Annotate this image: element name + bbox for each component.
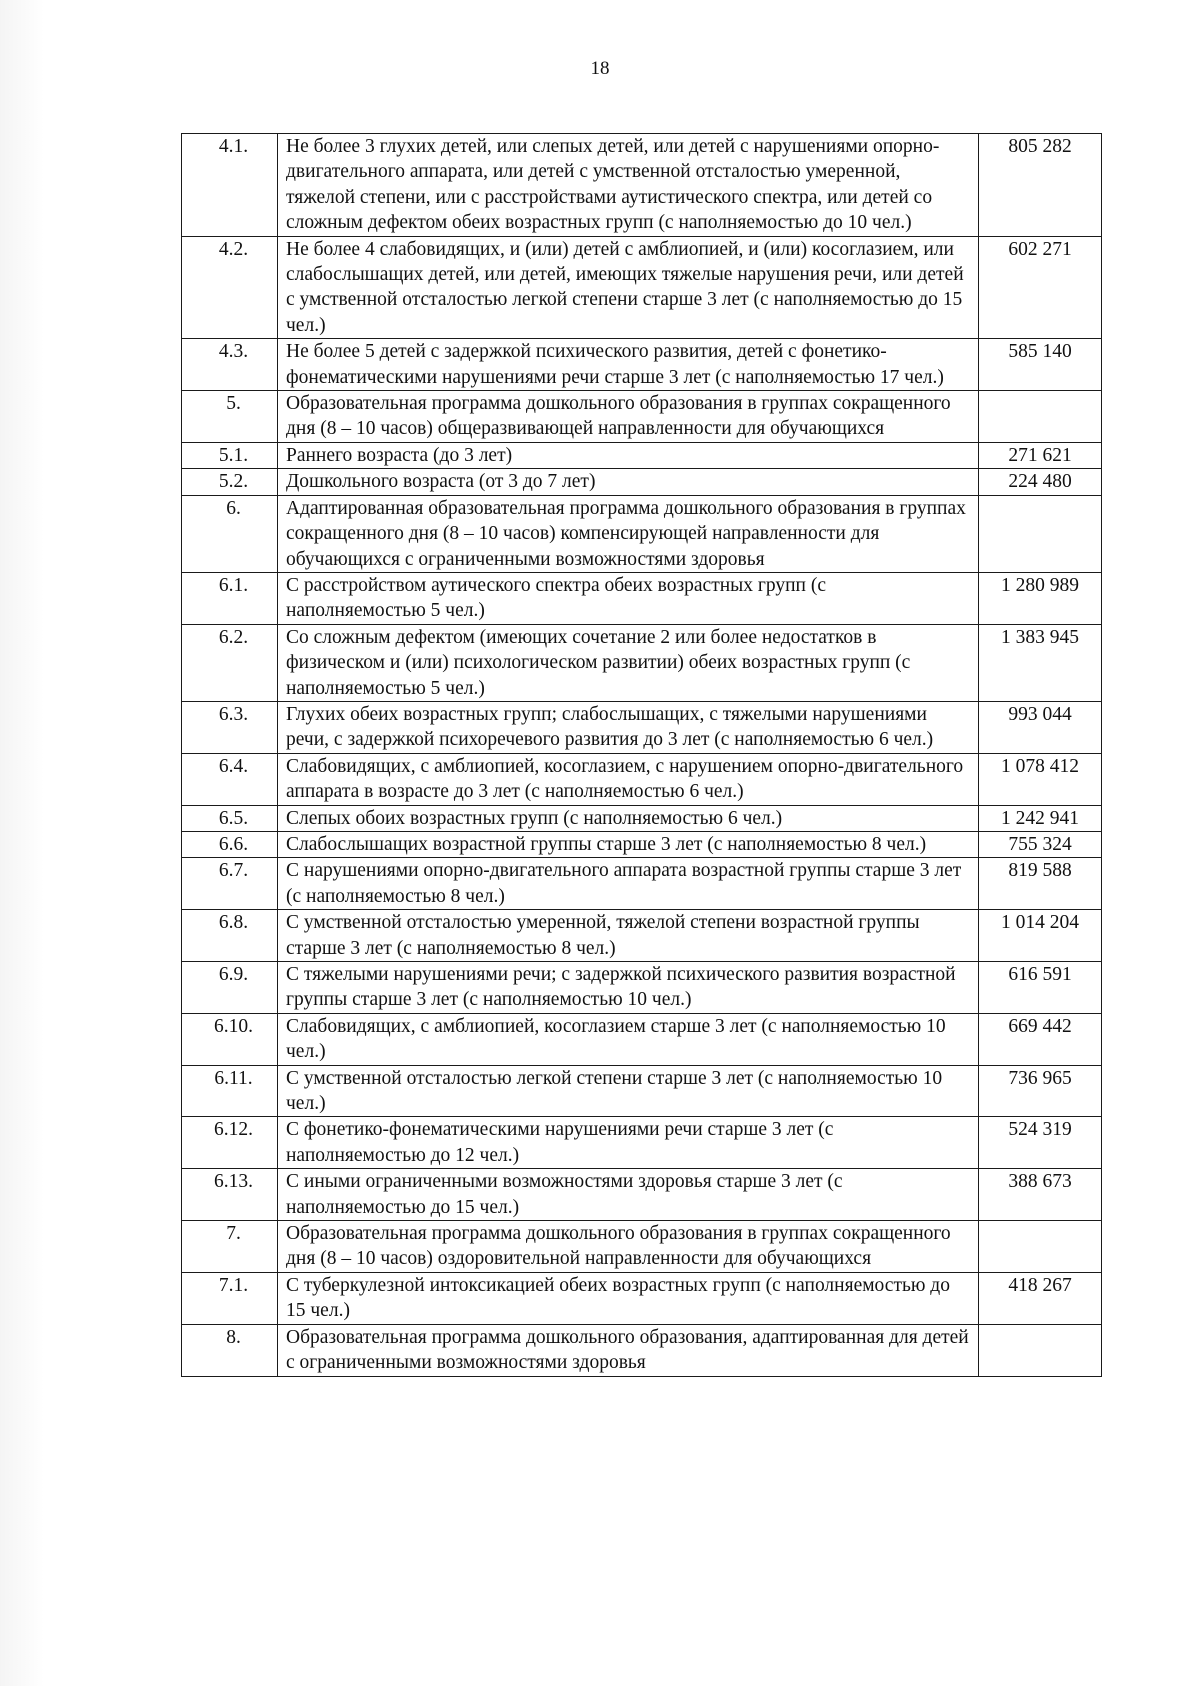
row-number: 6.11. bbox=[182, 1065, 278, 1117]
table-row bbox=[182, 1272, 1102, 1324]
row-description: С тяжелыми нарушениями речи; с задержкой психического развития возрастной группы старше 3 лет (с наполняемостью 10 чел.) bbox=[278, 962, 979, 1014]
row-value: 1 242 941 bbox=[979, 805, 1102, 831]
table-row bbox=[182, 624, 1102, 701]
row-number: 6.8. bbox=[182, 910, 278, 962]
row-number: 4.3. bbox=[182, 339, 278, 391]
row-value: 388 673 bbox=[979, 1169, 1102, 1221]
table-row bbox=[182, 572, 1102, 624]
row-number: 7. bbox=[182, 1221, 278, 1273]
row-number: 6.13. bbox=[182, 1169, 278, 1221]
row-description: С фонетико-фонематическими нарушениями речи старше 3 лет (с наполняемостью до 12 чел.) bbox=[278, 1117, 979, 1169]
table-row bbox=[182, 1013, 1102, 1065]
row-description: Раннего возраста (до 3 лет) bbox=[278, 442, 979, 468]
table-row bbox=[182, 442, 1102, 468]
row-number: 6.12. bbox=[182, 1117, 278, 1169]
row-description: Со сложным дефектом (имеющих сочетание 2 или более недостатков в физическом и (или) психологическом развитии) обеих возрастных групп (с наполняемостью 5 чел.) bbox=[278, 624, 979, 701]
table-row bbox=[182, 962, 1102, 1014]
table-row bbox=[182, 858, 1102, 910]
row-number: 6.10. bbox=[182, 1013, 278, 1065]
row-description: С умственной отсталостью умеренной, тяжелой степени возрастной группы старше 3 лет (с наполняемостью 8 чел.) bbox=[278, 910, 979, 962]
row-value bbox=[979, 1324, 1102, 1376]
row-number: 7.1. bbox=[182, 1272, 278, 1324]
table-row bbox=[182, 495, 1102, 572]
row-value: 819 588 bbox=[979, 858, 1102, 910]
row-number: 5. bbox=[182, 391, 278, 443]
row-description: Образовательная программа дошкольного образования в группах сокращенного дня (8 – 10 часов) оздоровительной направленности для обучающихся bbox=[278, 1221, 979, 1273]
row-description: Дошкольного возраста (от 3 до 7 лет) bbox=[278, 469, 979, 495]
row-number: 6.2. bbox=[182, 624, 278, 701]
page-number: 18 bbox=[590, 58, 610, 79]
table-row bbox=[182, 831, 1102, 857]
table-row bbox=[182, 910, 1102, 962]
row-value: 1 383 945 bbox=[979, 624, 1102, 701]
row-number: 6. bbox=[182, 495, 278, 572]
row-number: 4.2. bbox=[182, 236, 278, 339]
row-description: Слабовидящих, с амблиопией, косоглазием, с нарушением опорно-двигательного аппарата в возрасте до 3 лет (с наполняемостью 6 чел.) bbox=[278, 753, 979, 805]
row-description: С умственной отсталостью легкой степени старше 3 лет (с наполняемостью 10 чел.) bbox=[278, 1065, 979, 1117]
row-description: Не более 3 глухих детей, или слепых детей, или детей с нарушениями опорно-двигательного аппарата, или детей с умственной отсталостью умеренной, тяжелой степени, или с расстройствами аутистического спектра, или детей со сложным дефектом обеих возрастных групп (с наполняемостью до 10 чел.) bbox=[278, 134, 979, 237]
row-number: 4.1. bbox=[182, 134, 278, 237]
row-description: Образовательная программа дошкольного образования, адаптированная для детей с ограниченными возможностями здоровья bbox=[278, 1324, 979, 1376]
row-value: 993 044 bbox=[979, 701, 1102, 753]
table-row bbox=[182, 753, 1102, 805]
row-number: 5.1. bbox=[182, 442, 278, 468]
row-number: 6.4. bbox=[182, 753, 278, 805]
row-description: Не более 5 детей с задержкой психического развития, детей с фонетико-фонематическими нарушениями речи старше 3 лет (с наполняемостью 17 чел.) bbox=[278, 339, 979, 391]
row-value: 418 267 bbox=[979, 1272, 1102, 1324]
table-row bbox=[182, 469, 1102, 495]
row-number: 5.2. bbox=[182, 469, 278, 495]
row-description: Слабослышащих возрастной группы старше 3 лет (с наполняемостью 8 чел.) bbox=[278, 831, 979, 857]
table-row bbox=[182, 1221, 1102, 1273]
table-row bbox=[182, 1169, 1102, 1221]
scan-edge-shadow bbox=[0, 0, 44, 1686]
row-description: С расстройством аутического спектра обеих возрастных групп (с наполняемостью 5 чел.) bbox=[278, 572, 979, 624]
row-value: 271 621 bbox=[979, 442, 1102, 468]
table-row bbox=[182, 1324, 1102, 1376]
row-description: Слепых обоих возрастных групп (с наполняемостью 6 чел.) bbox=[278, 805, 979, 831]
row-description: Слабовидящих, с амблиопией, косоглазием старше 3 лет (с наполняемостью 10 чел.) bbox=[278, 1013, 979, 1065]
row-value bbox=[979, 391, 1102, 443]
row-description: Глухих обеих возрастных групп; слабослышащих, с тяжелыми нарушениями речи, с задержкой психоречевого развития до 3 лет (с наполняемостью 6 чел.) bbox=[278, 701, 979, 753]
row-value: 1 078 412 bbox=[979, 753, 1102, 805]
row-number: 6.7. bbox=[182, 858, 278, 910]
row-value bbox=[979, 1221, 1102, 1273]
row-value: 224 480 bbox=[979, 469, 1102, 495]
row-description: Не более 4 слабовидящих, и (или) детей с амблиопией, и (или) косоглазием, или слабослышащих детей, или детей, имеющих тяжелые нарушения речи, или детей с умственной отсталостью легкой степени старше 3 лет (с наполняемостью до 15 чел.) bbox=[278, 236, 979, 339]
row-description: С иными ограниченными возможностями здоровья старше 3 лет (с наполняемостью до 15 чел.) bbox=[278, 1169, 979, 1221]
row-value: 585 140 bbox=[979, 339, 1102, 391]
table-row bbox=[182, 805, 1102, 831]
row-number: 6.9. bbox=[182, 962, 278, 1014]
row-value: 616 591 bbox=[979, 962, 1102, 1014]
table-row bbox=[182, 134, 1102, 237]
table-row bbox=[182, 236, 1102, 339]
table-row bbox=[182, 1117, 1102, 1169]
table-row bbox=[182, 391, 1102, 443]
table-row bbox=[182, 1065, 1102, 1117]
row-value: 602 271 bbox=[979, 236, 1102, 339]
row-value: 669 442 bbox=[979, 1013, 1102, 1065]
row-number: 6.6. bbox=[182, 831, 278, 857]
row-description: С нарушениями опорно-двигательного аппарата возрастной группы старше 3 лет (с наполняемостью 8 чел.) bbox=[278, 858, 979, 910]
row-value: 805 282 bbox=[979, 134, 1102, 237]
table-row bbox=[182, 339, 1102, 391]
tariff-table bbox=[181, 133, 1102, 1377]
row-value: 1 280 989 bbox=[979, 572, 1102, 624]
row-value: 755 324 bbox=[979, 831, 1102, 857]
row-value: 1 014 204 bbox=[979, 910, 1102, 962]
row-value: 736 965 bbox=[979, 1065, 1102, 1117]
row-description: Адаптированная образовательная программа дошкольного образования в группах сокращенного дня (8 – 10 часов) компенсирующей направленности для обучающихся с ограниченными возможностями здоровья bbox=[278, 495, 979, 572]
row-value bbox=[979, 495, 1102, 572]
row-number: 6.5. bbox=[182, 805, 278, 831]
table-row bbox=[182, 701, 1102, 753]
row-number: 6.3. bbox=[182, 701, 278, 753]
row-number: 6.1. bbox=[182, 572, 278, 624]
row-number: 8. bbox=[182, 1324, 278, 1376]
row-description: Образовательная программа дошкольного образования в группах сокращенного дня (8 – 10 часов) общеразвивающей направленности для обучающихся bbox=[278, 391, 979, 443]
row-value: 524 319 bbox=[979, 1117, 1102, 1169]
row-description: С туберкулезной интоксикацией обеих возрастных групп (с наполняемостью до 15 чел.) bbox=[278, 1272, 979, 1324]
table-body bbox=[182, 134, 1102, 1377]
